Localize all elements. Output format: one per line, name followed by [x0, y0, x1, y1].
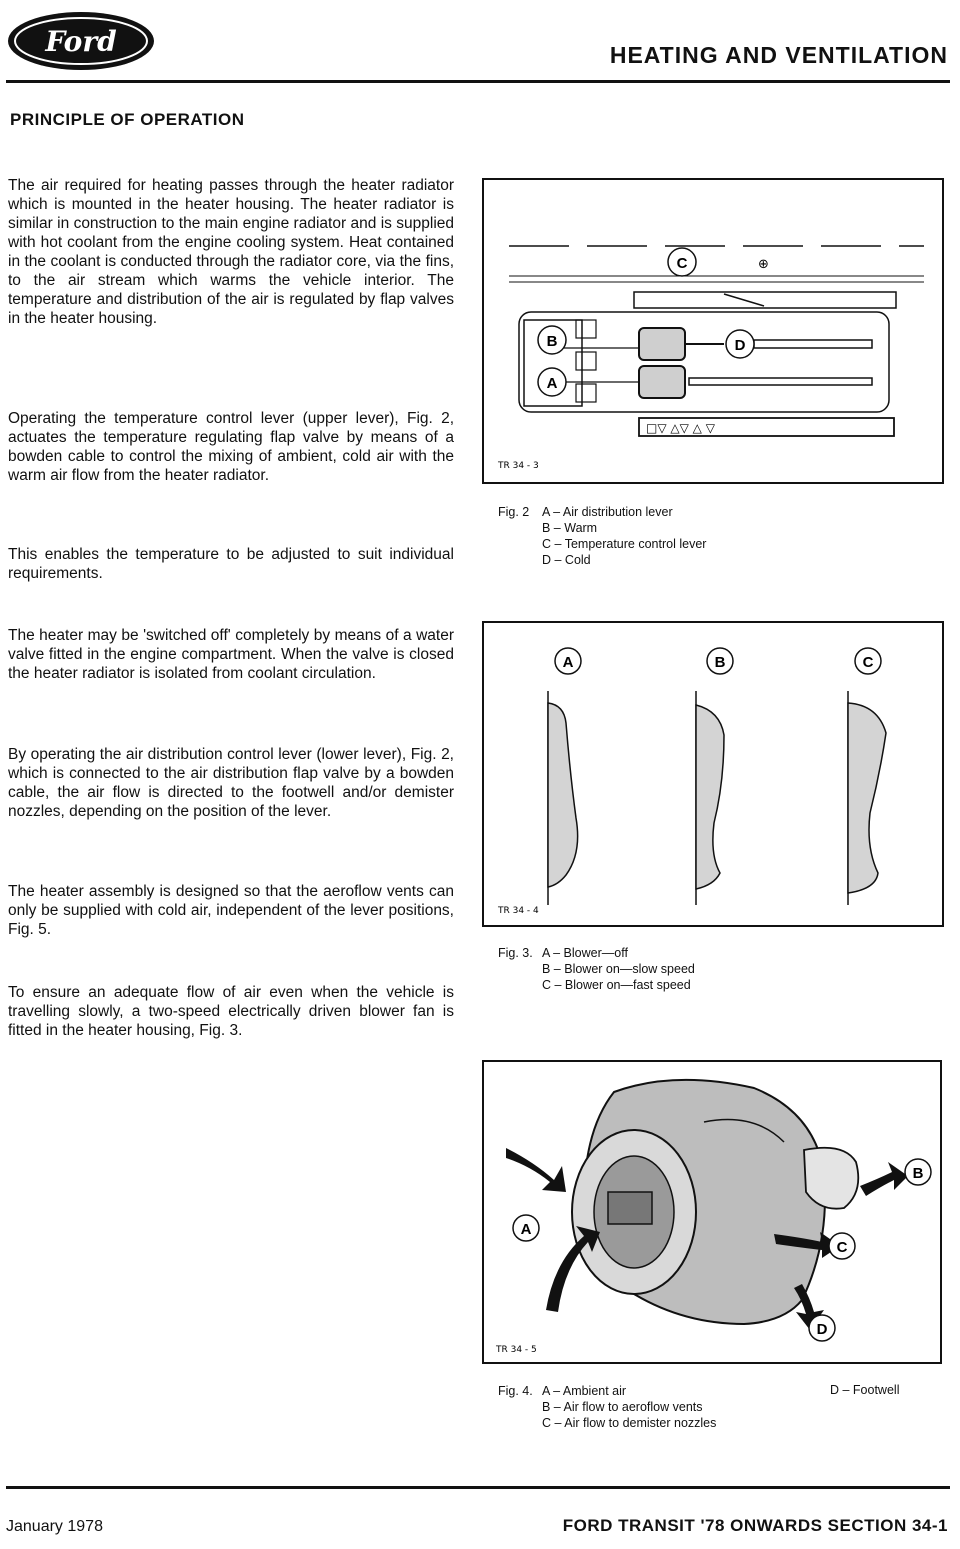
svg-text:D: D — [734, 337, 746, 354]
svg-text:A: A — [562, 654, 574, 671]
fig3-label-c — [855, 648, 881, 674]
svg-text:A: A — [546, 375, 558, 392]
fig4-label-a — [513, 1215, 539, 1241]
paragraph-2: Operating the temperature control lever (upper lever), Fig. 2, actuates the temperature regulating flap valve by means of a bowden cable to control the mixing of ambient, cold air with the warm air flow from the heater radiator. — [8, 410, 454, 484]
fig4-caption-item-d: D – Footwell — [830, 1383, 900, 1397]
fig2-label-b — [538, 326, 566, 354]
paragraph-5: By operating the air distribution control lever (lower lever), Fig. 2, which is connected to the air distribution flap valve by a bowden cable, the air flow is directed to the footwell and/or demister nozzles, depending on the position of the lever. — [8, 746, 454, 820]
figure-2-caption — [498, 504, 758, 574]
section-heading: PRINCIPLE OF OPERATION — [10, 110, 245, 129]
fig4-code: TR 34 - 5 — [496, 1345, 537, 1355]
fig3-caption-item: B – Blower on—slow speed — [542, 962, 695, 976]
fig3-caption-item: C – Blower on—fast speed — [542, 978, 691, 992]
paragraph-4: The heater may be 'switched off' completely by means of a water valve fitted in the engine compartment. When the valve is closed the heater radiator is isolated from coolant circulation. — [8, 627, 454, 682]
paragraph-6: The heater assembly is designed so that the aeroflow vents can only be supplied with cold air, independent of the lever positions, Fig. 5. — [8, 883, 454, 938]
fig2-label-d — [726, 330, 754, 358]
svg-text:B: B — [912, 1165, 924, 1182]
svg-text:C: C — [836, 1239, 848, 1256]
fig4-caption-item: C – Air flow to demister nozzles — [542, 1416, 717, 1430]
paragraph-7: To ensure an adequate flow of air even when the vehicle is travelling slowly, a two-speed electrically driven blower fan is fitted in the heater housing, Fig. 3. — [8, 984, 454, 1039]
footer-date: January 1978 — [6, 1518, 103, 1535]
fig4-caption-label: Fig. 4. — [498, 1384, 533, 1398]
fig2-caption-item: C – Temperature control lever — [542, 537, 707, 551]
svg-text:C: C — [862, 654, 874, 671]
svg-text:B: B — [714, 654, 726, 671]
fig2-code: TR 34 - 3 — [498, 461, 539, 471]
fig2-caption-label: Fig. 2 — [498, 505, 530, 519]
fig4-label-d — [809, 1315, 835, 1341]
fig4-label-c — [829, 1233, 855, 1259]
figure-4-heater-assembly — [482, 1060, 942, 1364]
figure-2-control-panel — [482, 178, 944, 484]
fig2-caption-item: B – Warm — [542, 521, 598, 535]
fig4-label-b — [905, 1159, 931, 1185]
figure-3-blower-positions — [482, 621, 944, 927]
svg-text:⊕: ⊕ — [758, 257, 769, 272]
svg-text:B: B — [546, 333, 558, 350]
fig3-caption-item: A – Blower—off — [542, 946, 628, 960]
figure-3-caption — [498, 945, 778, 997]
fig3-label-b — [707, 648, 733, 674]
fig2-caption-item: A – Air distribution lever — [542, 505, 673, 519]
svg-text:D: D — [816, 1321, 828, 1338]
fig3-label-a — [555, 648, 581, 674]
fig4-caption-item: B – Air flow to aeroflow vents — [542, 1400, 703, 1414]
fig2-caption-item: D – Cold — [542, 553, 591, 567]
ford-logo — [6, 10, 156, 72]
footer-rule — [6, 1486, 950, 1489]
logo-text: Ford — [45, 25, 117, 58]
paragraph-3: This enables the temperature to be adjusted to suit individual requirements. — [8, 546, 454, 582]
fig4-caption-item: A – Ambient air — [542, 1384, 627, 1398]
footer-section: FORD TRANSIT '78 ONWARDS SECTION 34-1 — [562, 1516, 948, 1535]
figure-4-caption — [498, 1383, 798, 1435]
header-rule — [6, 80, 950, 83]
fig2-label-c — [668, 248, 696, 276]
paragraph-1: The air required for heating passes through the heater radiator which is mounted in the heater housing. The heater radiator is similar in construction to the main engine radiator and is supplied with hot coolant from the engine cooling system. Heat contained in the coolant is conducted through the radiator core, via the fins, to the air stream which warms the vehicle interior. The temperature and distribution of the air is regulated by flap valves in the heater housing. — [8, 177, 454, 327]
page-header-title: HEATING AND VENTILATION — [609, 42, 948, 68]
fig3-code: TR 34 - 4 — [498, 906, 539, 916]
fig3-caption-label: Fig. 3. — [498, 946, 533, 960]
svg-text:A: A — [520, 1221, 532, 1238]
svg-text:□▽ △▽ △ ▽: □▽ △▽ △ ▽ — [646, 421, 715, 435]
svg-text:C: C — [676, 255, 688, 272]
fig2-label-a — [538, 368, 566, 396]
